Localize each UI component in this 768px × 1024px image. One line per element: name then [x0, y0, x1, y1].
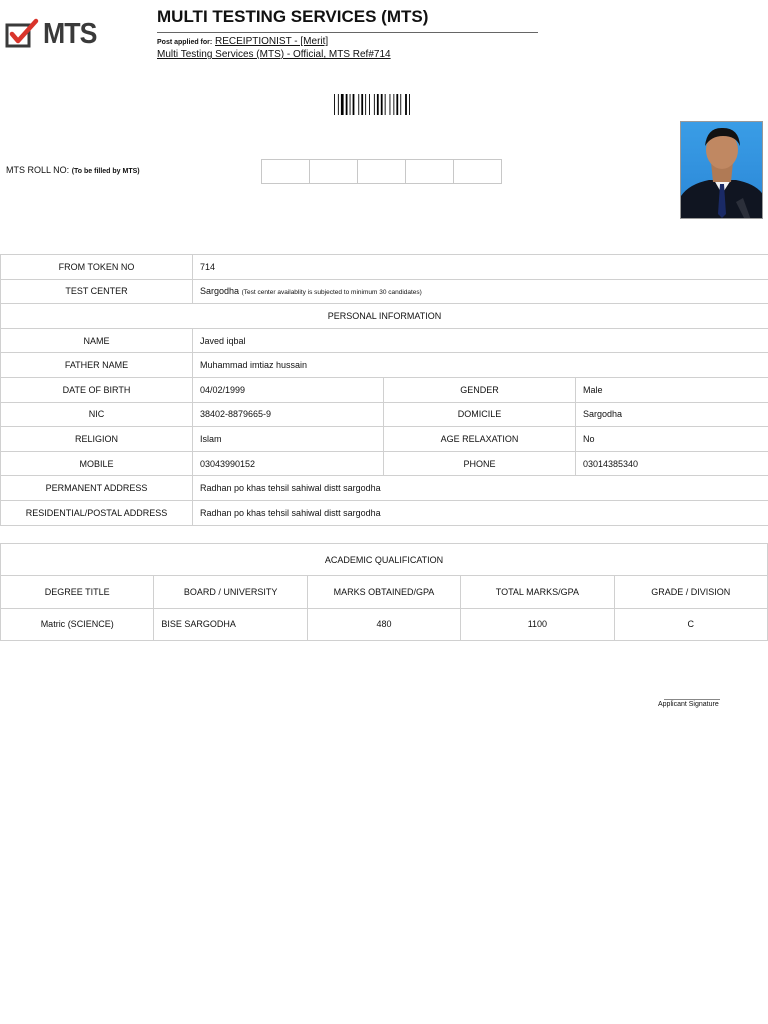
roll-no-box: [453, 159, 502, 184]
barcode-bar: [393, 94, 394, 115]
permanent-address-value: Radhan po khas tehsil sahiwal distt sargodha: [193, 476, 768, 501]
academic-column-header: MARKS OBTAINED/GPA: [307, 576, 460, 608]
signature-line: [664, 699, 720, 700]
barcode-bar: [400, 94, 401, 115]
academic-header-row: [1, 576, 768, 608]
barcode-bar: [405, 94, 407, 115]
barcode-bar: [346, 94, 348, 115]
barcode-bar: [353, 94, 355, 115]
religion-value: Islam: [193, 427, 384, 452]
barcode-bar: [338, 94, 339, 115]
phone-value: 03014385340: [576, 451, 768, 476]
table-row: [1, 544, 768, 576]
academic-column-header: DEGREE TITLE: [1, 576, 154, 608]
gender-label: GENDER: [384, 377, 576, 402]
barcode-bar: [377, 94, 379, 115]
academic-table: [0, 543, 768, 641]
dob-value: 04/02/1999: [193, 377, 384, 402]
table-row: [1, 353, 768, 378]
barcode-bar: [365, 94, 366, 115]
barcode-bar: [409, 94, 410, 115]
table-row: [1, 476, 768, 501]
org-title: MULTI TESTING SERVICES (MTS): [157, 7, 429, 26]
barcode-bar: [341, 94, 344, 115]
roll-no-label: [6, 165, 140, 175]
test-center-cell: [193, 279, 768, 304]
academic-column-header: TOTAL MARKS/GPA: [461, 576, 614, 608]
mobile-label: MOBILE: [1, 451, 193, 476]
academic-heading: ACADEMIC QUALIFICATION: [1, 544, 768, 576]
barcode-bar: [396, 94, 398, 115]
roll-no-box: [309, 159, 358, 184]
test-center-note: (Test center availablity is subjected to minimum 30 candidates): [241, 289, 422, 297]
personal-info-table: [0, 254, 768, 526]
mobile-value: 03043990152: [193, 451, 384, 476]
age-relaxation-label: AGE RELAXATION: [384, 427, 576, 452]
post-applied-line: [157, 36, 328, 47]
academic-cell: 480: [307, 608, 460, 640]
table-row: [1, 304, 768, 329]
test-center-label: TEST CENTER: [1, 279, 193, 304]
academic-cell: BISE SARGODHA: [154, 608, 307, 640]
domicile-label: DOMICILE: [384, 402, 576, 427]
father-name-value: Muhammad imtiaz hussain: [193, 353, 768, 378]
academic-cell: C: [614, 608, 767, 640]
academic-cell: Matric (SCIENCE): [1, 608, 154, 640]
roll-no-label-text: MTS ROLL NO:: [6, 165, 70, 175]
academic-column-header: BOARD / UNIVERSITY: [154, 576, 307, 608]
logo-text: MTS: [43, 18, 97, 50]
residential-address-label: RESIDENTIAL/POSTAL ADDRESS: [1, 500, 193, 525]
father-name-label: FATHER NAME: [1, 353, 193, 378]
table-row: [1, 427, 768, 452]
post-applied-prefix: Post applied for:: [157, 39, 213, 46]
post-applied-value: RECEIPTIONIST - [Merit]: [215, 36, 329, 47]
age-relaxation-value: No: [576, 427, 768, 452]
religion-label: RELIGION: [1, 427, 193, 452]
table-row: [1, 500, 768, 525]
residential-address-value: Radhan po khas tehsil sahiwal distt sargodha: [193, 500, 768, 525]
barcode-bar: [385, 94, 386, 115]
barcode-bar: [390, 94, 391, 115]
roll-no-box: [261, 159, 310, 184]
personal-info-heading: PERSONAL INFORMATION: [1, 304, 768, 329]
barcode-bar: [374, 94, 375, 115]
table-row: [1, 608, 768, 640]
barcode-bar: [361, 94, 363, 115]
barcode-bar: [358, 94, 359, 115]
table-row: [1, 402, 768, 427]
table-row: [1, 377, 768, 402]
academic-column-header: GRADE / DIVISION: [614, 576, 767, 608]
barcode-bar: [369, 94, 370, 115]
mts-logo: [5, 18, 105, 50]
token-value: 714: [193, 255, 768, 280]
table-row: [1, 328, 768, 353]
barcode-bar: [350, 94, 351, 115]
name-label: NAME: [1, 328, 193, 353]
domicile-value: Sargodha: [576, 402, 768, 427]
roll-no-note: (To be filled by MTS): [71, 168, 140, 175]
checkbox-check-icon: [5, 18, 39, 50]
dob-label: DATE OF BIRTH: [1, 377, 193, 402]
applicant-photo: [680, 121, 763, 219]
barcode: [334, 94, 434, 115]
roll-no-box: [405, 159, 454, 184]
nic-label: NIC: [1, 402, 193, 427]
permanent-address-label: PERMANENT ADDRESS: [1, 476, 193, 501]
token-label: FROM TOKEN NO: [1, 255, 193, 280]
table-row: [1, 255, 768, 280]
person-photo-icon: [681, 122, 763, 219]
gender-value: Male: [576, 377, 768, 402]
reference-line: Multi Testing Services (MTS) - Official, MTS Ref#714: [157, 49, 391, 60]
roll-no-box: [357, 159, 406, 184]
signature-label: Applicant Signature: [658, 701, 719, 708]
name-value: Javed iqbal: [193, 328, 768, 353]
nic-value: 38402-8879665-9: [193, 402, 384, 427]
barcode-bar: [381, 94, 383, 115]
roll-no-boxes: [261, 159, 501, 184]
table-row: [1, 279, 768, 304]
phone-label: PHONE: [384, 451, 576, 476]
table-row: [1, 451, 768, 476]
title-rule: [157, 32, 538, 33]
barcode-bar: [334, 94, 335, 115]
test-center-value: Sargodha: [200, 286, 240, 297]
academic-cell: 1100: [461, 608, 614, 640]
